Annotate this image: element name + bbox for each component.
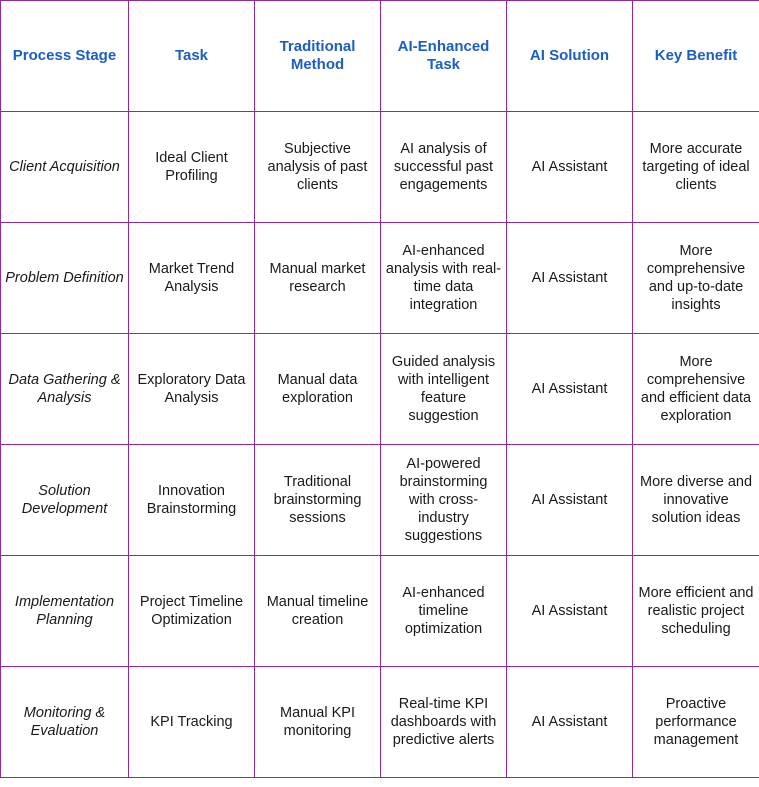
cell-ai-task: AI-enhanced timeline optimization	[381, 556, 507, 667]
cell-stage: Problem Definition	[1, 223, 129, 334]
table-body	[1, 112, 759, 778]
header-traditional-method: Traditional Method	[255, 1, 381, 112]
header-row	[1, 1, 759, 112]
cell-task: KPI Tracking	[129, 667, 255, 778]
cell-benefit: More efficient and realistic project scheduling	[633, 556, 759, 667]
cell-ai-task: Guided analysis with intelligent feature suggestion	[381, 334, 507, 445]
table-row	[1, 667, 759, 778]
cell-benefit: Proactive performance management	[633, 667, 759, 778]
cell-task: Ideal Client Profiling	[129, 112, 255, 223]
cell-solution: AI Assistant	[507, 556, 633, 667]
cell-ai-task: AI analysis of successful past engagements	[381, 112, 507, 223]
cell-benefit: More accurate targeting of ideal clients	[633, 112, 759, 223]
table-header	[1, 1, 759, 112]
cell-stage: Client Acquisition	[1, 112, 129, 223]
cell-benefit: More diverse and innovative solution ideas	[633, 445, 759, 556]
header-ai-solution: AI Solution	[507, 1, 633, 112]
cell-ai-task: AI-powered brainstorming with cross-industry suggestions	[381, 445, 507, 556]
cell-solution: AI Assistant	[507, 334, 633, 445]
cell-benefit: More comprehensive and up-to-date insights	[633, 223, 759, 334]
cell-traditional: Manual timeline creation	[255, 556, 381, 667]
header-task: Task	[129, 1, 255, 112]
table-row	[1, 334, 759, 445]
table-row	[1, 556, 759, 667]
cell-traditional: Manual KPI monitoring	[255, 667, 381, 778]
cell-solution: AI Assistant	[507, 223, 633, 334]
table-row	[1, 445, 759, 556]
cell-stage: Monitoring & Evaluation	[1, 667, 129, 778]
cell-solution: AI Assistant	[507, 112, 633, 223]
cell-task: Market Trend Analysis	[129, 223, 255, 334]
table-row	[1, 112, 759, 223]
cell-task: Project Timeline Optimization	[129, 556, 255, 667]
header-ai-enhanced-task: AI-Enhanced Task	[381, 1, 507, 112]
cell-traditional: Manual data exploration	[255, 334, 381, 445]
cell-traditional: Manual market research	[255, 223, 381, 334]
cell-stage: Data Gathering & Analysis	[1, 334, 129, 445]
table-row	[1, 223, 759, 334]
cell-traditional: Subjective analysis of past clients	[255, 112, 381, 223]
cell-task: Exploratory Data Analysis	[129, 334, 255, 445]
cell-solution: AI Assistant	[507, 667, 633, 778]
cell-stage: Implementation Planning	[1, 556, 129, 667]
cell-traditional: Traditional brainstorming sessions	[255, 445, 381, 556]
cell-benefit: More comprehensive and efficient data exploration	[633, 334, 759, 445]
cell-ai-task: Real-time KPI dashboards with predictive alerts	[381, 667, 507, 778]
cell-stage: Solution Development	[1, 445, 129, 556]
header-key-benefit: Key Benefit	[633, 1, 759, 112]
cell-solution: AI Assistant	[507, 445, 633, 556]
header-process-stage: Process Stage	[1, 1, 129, 112]
cell-task: Innovation Brainstorming	[129, 445, 255, 556]
cell-ai-task: AI-enhanced analysis with real-time data integration	[381, 223, 507, 334]
